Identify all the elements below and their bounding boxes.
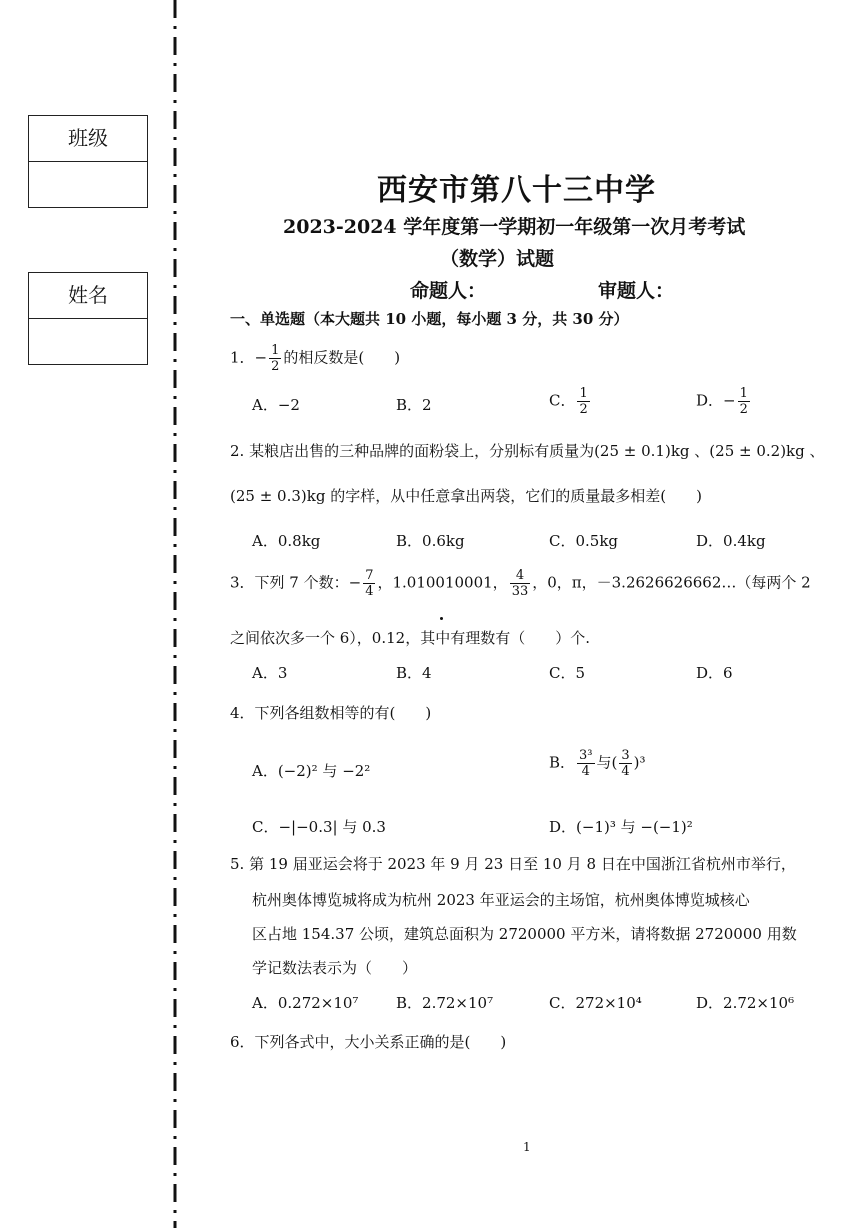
q1-option-a[interactable]: A．−2 — [252, 396, 300, 414]
q1-option-b[interactable]: B．2 — [396, 396, 432, 414]
q2-option-a[interactable]: A．0.8kg — [252, 532, 321, 550]
q4-option-a[interactable]: A．(−2)² 与 −2² — [252, 762, 371, 780]
q3-option-c[interactable]: C．5 — [549, 664, 586, 682]
section-title: 一、单选题（本大题共 10 小题，每小题 3 分，共 30 分） — [230, 310, 629, 328]
q5-line-4: 学记数法表示为（ ） — [252, 959, 418, 977]
class-fill-area[interactable] — [29, 162, 147, 207]
binding-line — [172, 0, 178, 1228]
q5-line-3: 区占地 154.37 公顷，建筑总面积为 2720000 平方米，请将数据 2720000 用数 — [252, 925, 797, 943]
q1-number: 1． — [230, 348, 255, 367]
q5-line-2: 杭州奥体博览城将成为杭州 2023 年亚运会的主场馆，杭州奥体博览城核心 — [252, 891, 750, 909]
setter-label: 命题人： — [410, 280, 487, 302]
q5-option-b[interactable]: B．2.72×10⁷ — [396, 994, 494, 1012]
q2-line-1: 2. 某粮店出售的三种品牌的面粉袋上，分别标有质量为(25 ± 0.1)kg 、(25 ± 0.2)kg 、 — [230, 442, 825, 460]
subject-title: （数学）试题 — [440, 248, 555, 270]
q4-text: 4．下列各组数相等的有( ) — [230, 704, 432, 722]
q3-line-2: 之间依次多一个 6），0.12，其中有理数有（ ）个. — [230, 629, 590, 647]
school-title: 西安市第八十三中学 — [377, 173, 656, 208]
q1-text: 的相反数是( ) — [283, 348, 401, 367]
name-box — [28, 272, 148, 365]
q3-option-d[interactable]: D．6 — [696, 664, 733, 682]
q1-option-d[interactable]: D．− $\frac{1}{2}$ — [696, 386, 748, 417]
q3-option-a[interactable]: A．3 — [252, 664, 288, 682]
q5-line-1: 5. 第 19 届亚运会将于 2023 年 9 月 23 日至 10 月 8 日在中国浙江省杭州市举行， — [230, 855, 796, 873]
question-1 — [230, 343, 400, 374]
q2-line-2: (25 ± 0.3)kg 的字样，从中任意拿出两袋，它们的质量最多相差( ) — [230, 487, 702, 505]
q4-option-c[interactable]: C．−|−0.3| 与 0.3 — [252, 818, 386, 836]
name-fill-area[interactable] — [29, 319, 147, 364]
name-label: 姓名 — [29, 273, 147, 319]
q3-option-b[interactable]: B．4 — [396, 664, 432, 682]
q6-text: 6．下列各式中，大小关系正确的是( ) — [230, 1033, 507, 1051]
repeating-dot — [440, 617, 443, 620]
page-number: 1 — [523, 1140, 531, 1154]
q5-option-d[interactable]: D．2.72×10⁶ — [696, 994, 795, 1012]
q1-sign: − — [254, 348, 268, 367]
q5-option-a[interactable]: A．0.272×10⁷ — [252, 994, 359, 1012]
q1-fraction: $\frac{1}{2}$ — [271, 343, 280, 374]
reviewer-label: 审题人： — [598, 280, 675, 302]
class-label: 班级 — [29, 116, 147, 162]
q3-line-1: 3．下列 7 个数：− $\frac{7}{4}$ ，1.010010001， $\frac{4}{33}$ ，0，π，－3.2626626662…（每两个 2 — [230, 568, 811, 599]
q2-option-d[interactable]: D．0.4kg — [696, 532, 766, 550]
q4-option-b[interactable]: B． $\frac{\text{3³}}{4}$ 与( $\frac{3}{4}$ )³ — [549, 748, 646, 779]
q1-option-c[interactable]: C． $\frac{1}{2}$ — [549, 386, 588, 417]
q4-option-d[interactable]: D．(−1)³ 与 −(−1)² — [549, 818, 693, 836]
q2-option-c[interactable]: C．0.5kg — [549, 532, 619, 550]
q2-option-b[interactable]: B．0.6kg — [396, 532, 465, 550]
class-box — [28, 115, 148, 208]
exam-title: 2023-2024 学年度第一学期初一年级第一次月考考试 — [283, 216, 746, 238]
q5-option-c[interactable]: C．272×10⁴ — [549, 994, 642, 1012]
